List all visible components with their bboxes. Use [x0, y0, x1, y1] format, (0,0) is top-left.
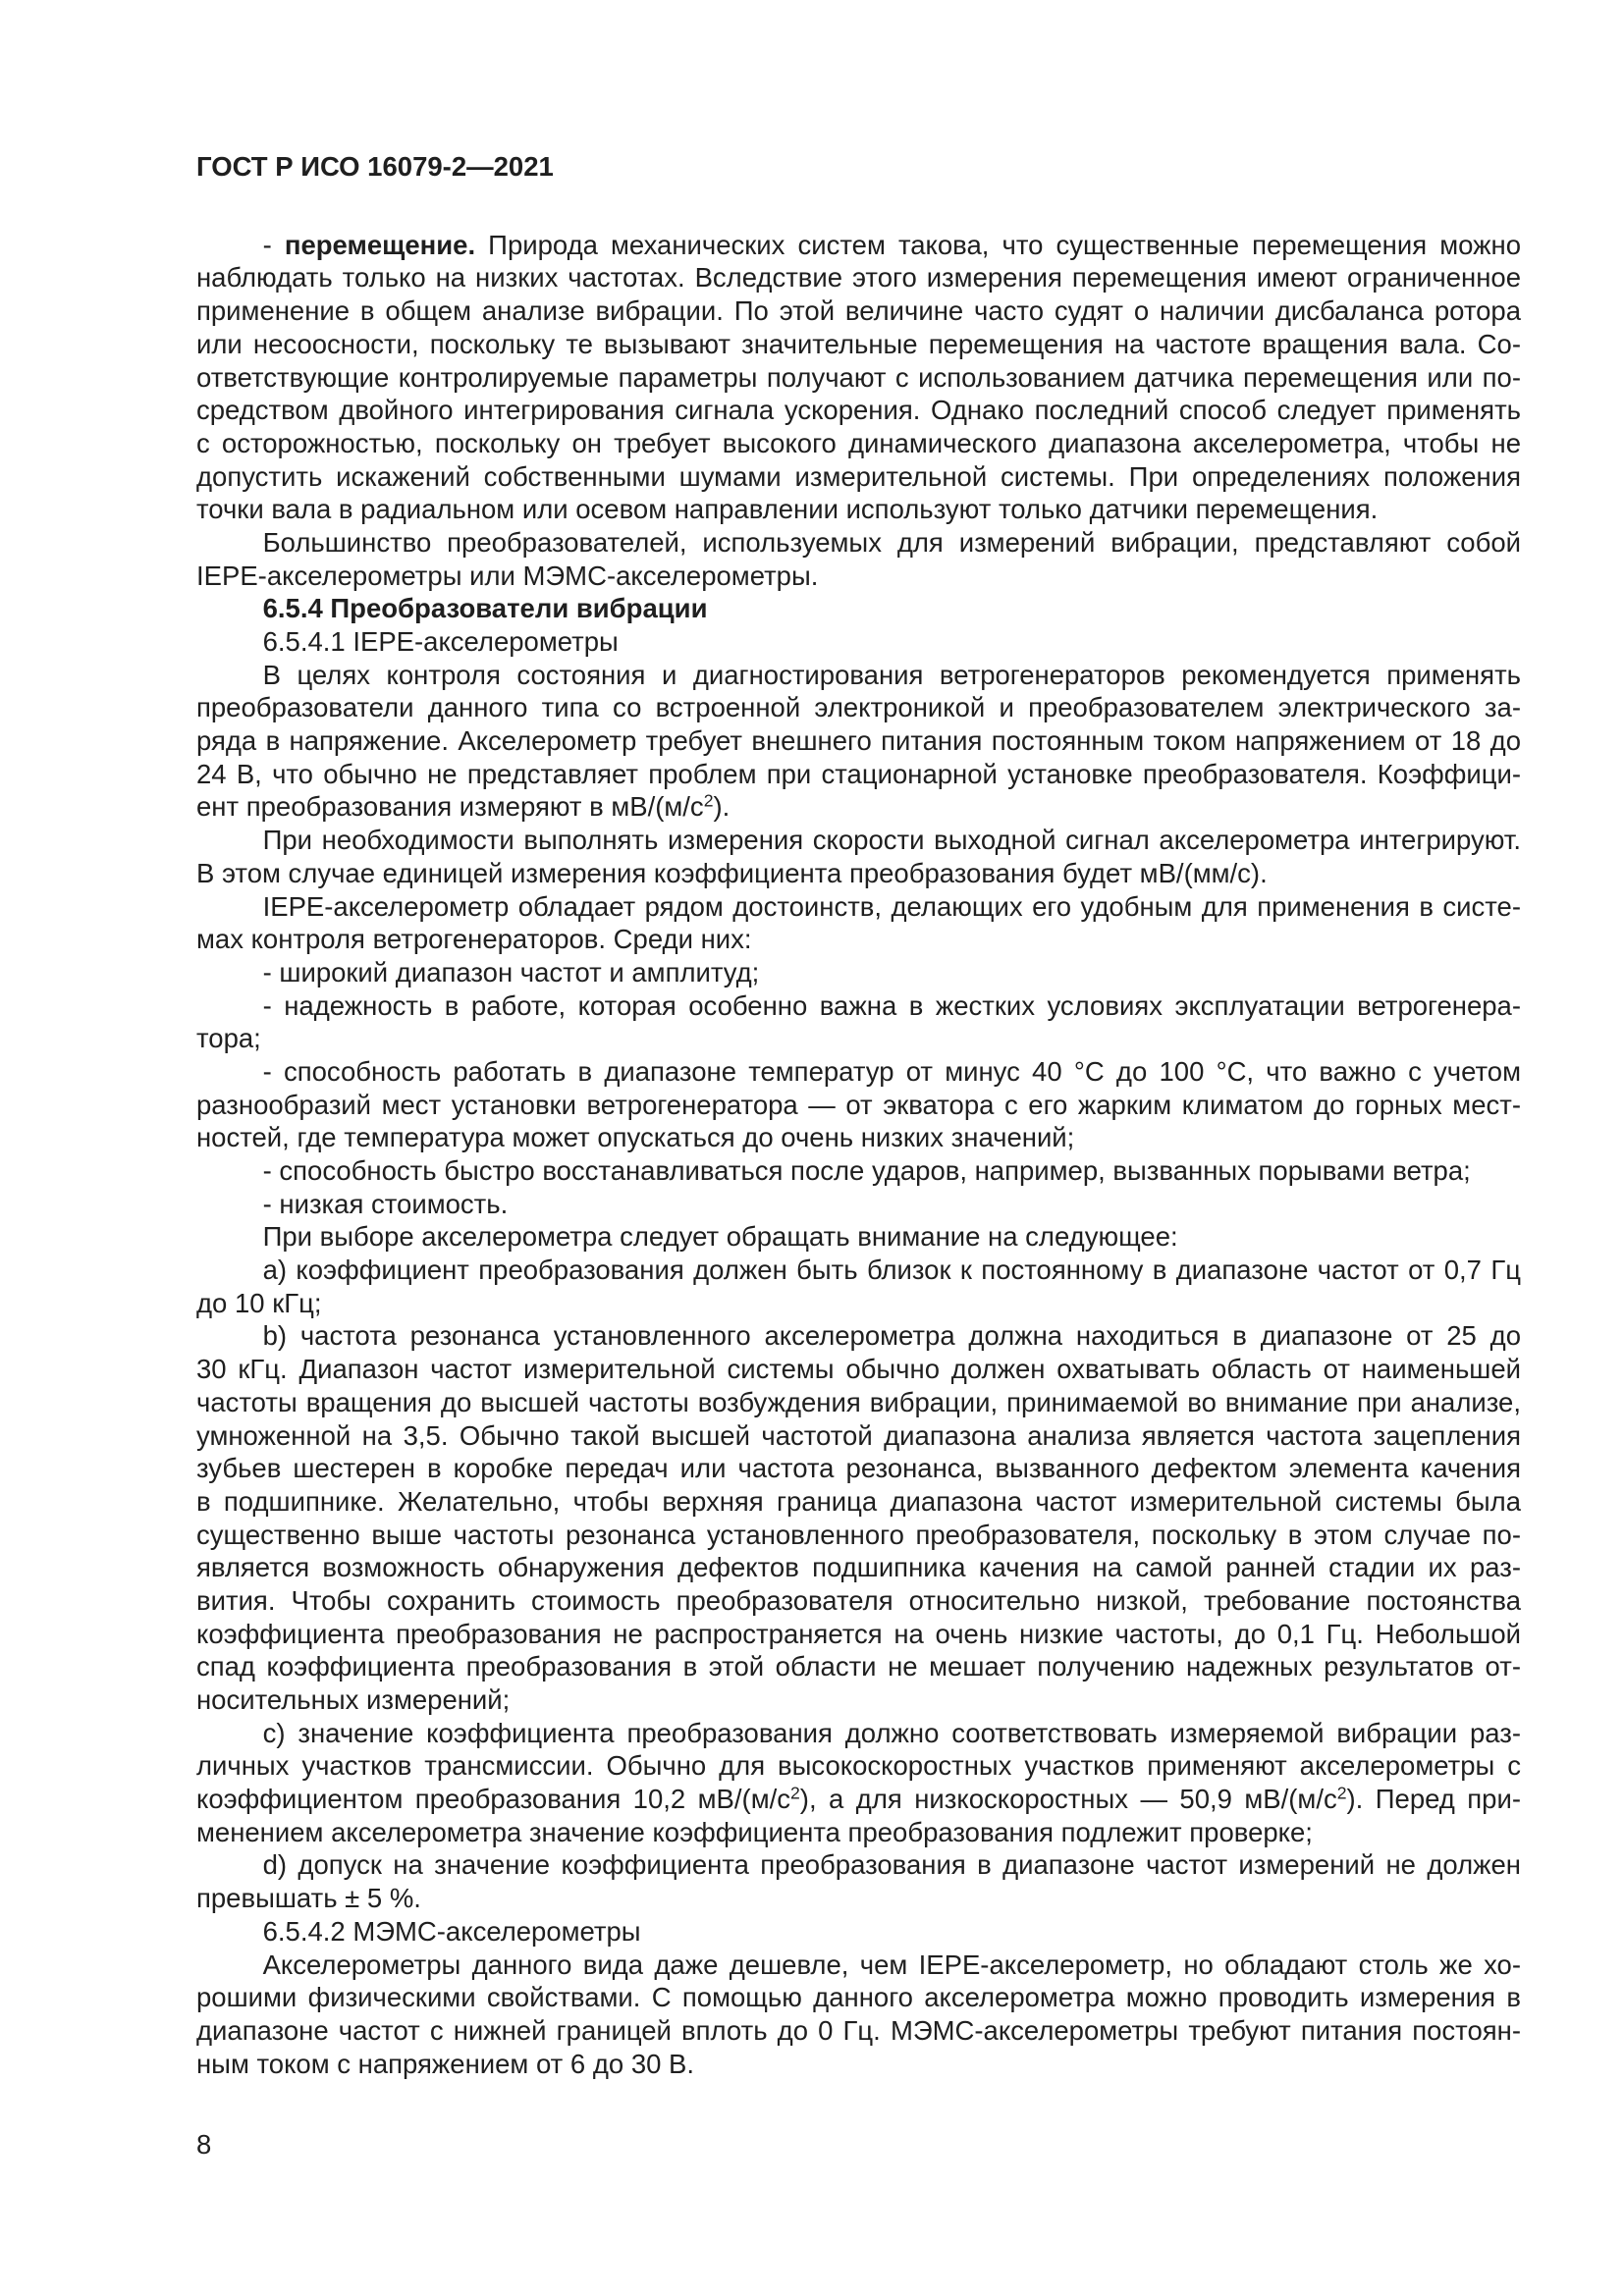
text-line: ным током с напряжением от 6 до 30 В. [196, 2048, 695, 2079]
text-line: ряда в напряжение. Акселерометр требует внешнего питания постоянным током напряжением от 18 до [196, 725, 1521, 757]
text-line: с осторожностью, поскольку он требует высокого динамического диапазона акселерометра, чтобы не [196, 427, 1521, 458]
page-number: 8 [196, 2129, 212, 2160]
text-line: коэффициента преобразования не распространяется на очень низкие частоты, до 0,1 Гц. Небольшой [196, 1618, 1521, 1649]
text-line [196, 790, 1521, 824]
text-line: a) коэффициент преобразования должен быть близок к постоянному в диапазоне частот от 0,7 Гц [262, 1255, 1521, 1286]
text-line: или несоосности, поскольку те вызывают значительные перемещения на частоте вращения вала. Со- [196, 328, 1521, 359]
section-heading: 6.5.4 Преобразователи вибрации [262, 593, 708, 624]
body-text [196, 229, 1521, 2081]
superscript: 2 [1336, 1783, 1347, 1803]
text-line: до 10 кГц; [196, 1287, 322, 1318]
text-line [196, 229, 1521, 262]
text-line: средством двойного интегрирования сигнала ускорения. Однако последний способ следует применять [196, 395, 1521, 426]
text-segment: ), а для низкоскоростных — 50,9 мВ/(м/с [799, 1784, 1337, 1815]
subsection-heading-iepe: 6.5.4.1 IEPE-акселерометры [262, 626, 619, 657]
superscript: 2 [703, 790, 714, 811]
text-line: рошими физическими свойствами. С помощью данного акселерометра можно проводить измерения в [196, 1982, 1521, 2013]
paragraph-transducers-note [196, 526, 1521, 592]
text-line: 24 В, что обычно не представляет проблем при стационарной установке преобразователя. Коэффици- [196, 758, 1521, 789]
text-segment: ). [713, 791, 731, 823]
text-line: b) частота резонанса установленного акселерометра должна находиться в диапазоне от 25 до [262, 1320, 1521, 1352]
text-line: преобразователи данного типа со встроенной электроникой и преобразователем электрического за- [196, 692, 1521, 723]
text-line: - надежность в работе, которая особенно важна в жестких условиях эксплуатации ветрогенера- [262, 989, 1521, 1021]
paragraph-advantages-intro [196, 890, 1521, 956]
text-line: - способность быстро восстанавливаться после ударов, например, вызванных порывами ветра; [262, 1155, 1471, 1186]
text-segment: коэффициентом преобразования 10,2 мВ/(м/с [196, 1784, 790, 1815]
subsection-heading-mems: 6.5.4.2 МЭМС-акселерометры [262, 1915, 641, 1947]
text-line: существенно выше частоты резонанса установленного преобразователя, поскольку в этом случае по- [196, 1519, 1521, 1550]
text-line: зубьев шестерен в коробке передач или частота резонанса, вызванного дефектом элемента качения [196, 1453, 1521, 1484]
text-line: Большинство преобразователей, используемых для измерений вибрации, представляют собой [262, 526, 1521, 558]
paragraph-mems-description [196, 1949, 1521, 2081]
superscript: 2 [790, 1783, 800, 1803]
paragraph-iepe-description [196, 659, 1521, 824]
text-line: - широкий диапазон частот и амплитуд; [262, 956, 760, 988]
text-line: личных участков трансмиссии. Обычно для высокоскоростных участков применяют акселерометры с [196, 1750, 1521, 1782]
text-line: частоты вращения до высшей частоты возбуждения вибрации, принимаемой во внимание при анализе, [196, 1386, 1521, 1417]
text-line: IEPE-акселерометры или МЭМС-акселерометры. [196, 560, 819, 591]
text-line: IEPE-акселерометр обладает рядом достоинств, делающих его удобным для применения в систе- [262, 890, 1521, 922]
text-line: c) значение коэффициента преобразования должно соответствовать измеряемой вибрации раз- [262, 1717, 1521, 1748]
text-line: носительных измерений; [196, 1684, 511, 1715]
text-line: умноженной на 3,5. Обычно такой высшей частотой диапазона анализа является частота зацепления [196, 1419, 1521, 1451]
paragraph-displacement [196, 229, 1521, 526]
standard-code-header: ГОСТ Р ИСО 16079-2—2021 [196, 151, 554, 182]
text-line: разнообразий мест установки ветрогенератора — от экватора с его жарким климатом до горных мест- [196, 1089, 1521, 1120]
list-item [196, 1154, 1521, 1188]
list-item [196, 1188, 1521, 1221]
criteria-list [196, 1254, 1521, 1915]
text-line: При необходимости выполнять измерения скорости выходной сигнал акселерометра интегрируют. [262, 825, 1521, 856]
text-line: вития. Чтобы сохранить стоимость преобразователя относительно низкой, требование постоянства [196, 1584, 1521, 1616]
text-line: менением акселерометра значение коэффициента преобразования подлежит проверке; [196, 1816, 1313, 1847]
text-segment: ). Перед при- [1346, 1784, 1521, 1815]
text-line: 30 кГц. Диапазон частот измерительной системы обычно должен охватывать область от наименьшей [196, 1354, 1521, 1385]
list-item [196, 1848, 1521, 1914]
term-displacement: перемещение. [284, 229, 476, 260]
text-line: При выборе акселерометра следует обращать внимание на следующее: [262, 1221, 1178, 1253]
text-line: ответствующие контролируемые параметры получают с использованием датчика перемещения или по- [196, 361, 1521, 393]
text-line: превышать ± 5 %. [196, 1883, 421, 1914]
text-line: наблюдать только на низких частотах. Вследствие этого измерения перемещения имеют ограниченное [196, 262, 1521, 294]
paragraph-selection-intro [196, 1220, 1521, 1254]
list-item [196, 1254, 1521, 1319]
text-line: точки вала в радиальном или осевом направлении используют только датчики перемещения. [196, 494, 1379, 525]
text-segment: ент преобразования измеряют в мВ/(м/с [196, 791, 704, 823]
text-line: является возможность обнаружения дефектов подшипника качения на самой ранней стадии их раз- [196, 1552, 1521, 1583]
text-line: спад коэффициента преобразования в этой области не мешает получению надежных результатов от- [196, 1651, 1521, 1682]
text-line: в подшипнике. Желательно, чтобы верхняя граница диапазона частот измерительной системы была [196, 1485, 1521, 1517]
advantages-list [196, 956, 1521, 1221]
list-item [196, 1055, 1521, 1154]
text-line: d) допуск на значение коэффициента преобразования в диапазоне частот измерений не должен [262, 1849, 1521, 1881]
list-item [196, 1717, 1521, 1849]
text-segment: Природа механических систем такова, что существенные перемещения можно [475, 229, 1521, 260]
text-line: диапазоне частот с нижней границей вплоть до 0 Гц. МЭМС-акселерометры требуют питания постоян- [196, 2014, 1521, 2046]
text-line: - способность работать в диапазоне температур от минус 40 °С до 100 °С, что важно с учетом [262, 1055, 1521, 1087]
list-item [196, 1319, 1521, 1716]
text-line: тора; [196, 1023, 261, 1054]
text-line: допустить искажений собственными шумами измерительной системы. При определениях положения [196, 460, 1521, 492]
text-line: мах контроля ветрогенераторов. Среди них: [196, 924, 752, 955]
list-dash: - [262, 229, 285, 260]
text-line: В этом случае единицей измерения коэффициента преобразования будет мВ/(мм/с). [196, 857, 1268, 888]
text-line [196, 1783, 1521, 1816]
paragraph-integration-note [196, 824, 1521, 889]
list-item [196, 989, 1521, 1055]
text-line: - низкая стоимость. [262, 1188, 509, 1219]
list-item [196, 956, 1521, 989]
text-line: В целях контроля состояния и диагностирования ветрогенераторов рекомендуется применять [262, 659, 1521, 690]
text-line: ностей, где температура может опускаться до очень низких значений; [196, 1122, 1075, 1153]
text-line: применение в общем анализе вибрации. По этой величине часто судят о наличии дисбаланса ротора [196, 295, 1521, 327]
text-line: Акселерометры данного вида даже дешевле, чем IEPE-акселерометр, но обладают столь же хо- [262, 1949, 1521, 1980]
